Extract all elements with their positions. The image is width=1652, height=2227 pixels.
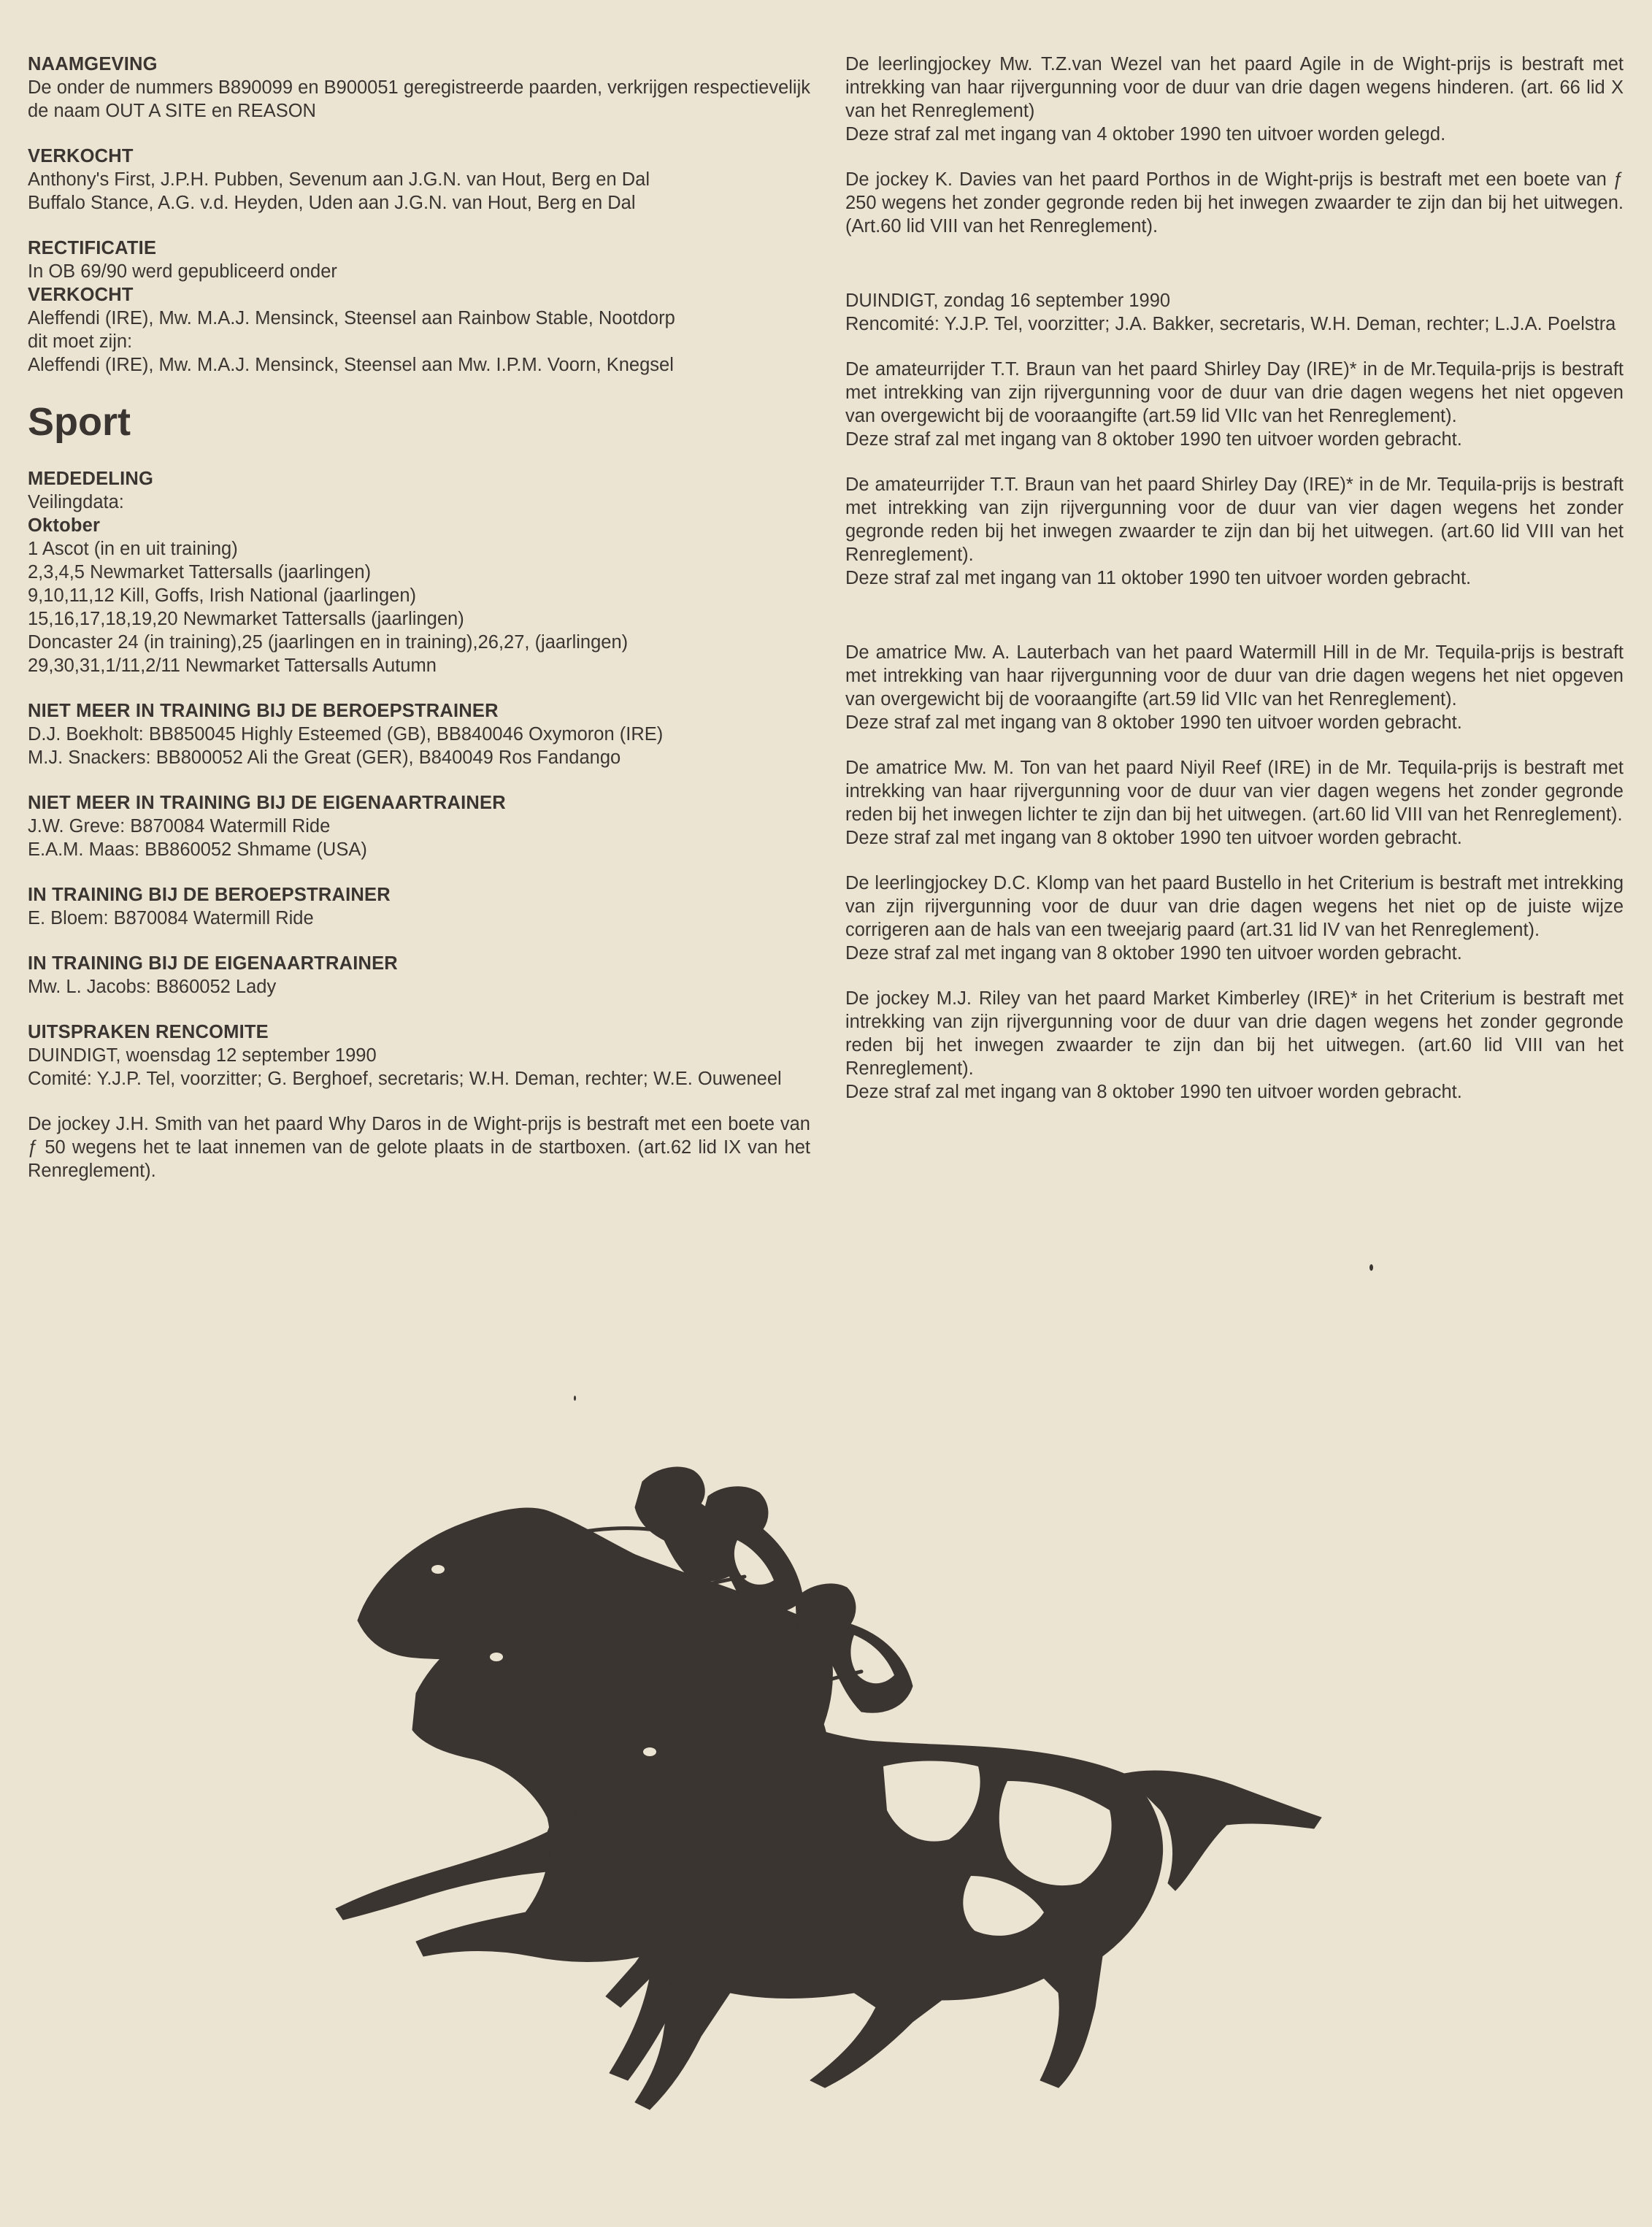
- ruling-text: De jockey K. Davies van het paard Porthos in de Wight-prijs is bestraft met een boete van ƒ 250 wegens het zonder gegronde reden bij het inwegen zwaarder te zijn dan bij het uitwegen. (Art.60 lid VIII van het Renreglement).: [845, 169, 1624, 236]
- rectificatie-line: Aleffendi (IRE), Mw. M.A.J. Mensinck, Steensel aan Mw. I.P.M. Voorn, Knegsel: [28, 355, 674, 375]
- ruling-effect: Deze straf zal met ingang van 8 oktober 1990 ten uitvoer worden gebracht.: [845, 429, 1462, 450]
- trainer-line: J.W. Greve: B870084 Watermill Ride: [28, 816, 331, 836]
- heading-rectificatie-verkocht: VERKOCHT: [28, 285, 134, 305]
- left-column: [28, 53, 810, 1204]
- racehorses-illustration-icon: [329, 1453, 1387, 2124]
- ruling-effect: Deze straf zal met ingang van 8 oktober 1990 ten uitvoer worden gebracht.: [845, 712, 1462, 733]
- ruling-klomp: [845, 872, 1624, 965]
- ruling-text: De jockey J.H. Smith van het paard Why Daros in de Wight-prijs is bestraft met een boete van ƒ 50 wegens het te laat innemen van de gelote plaats in de startboxen. (art.62 lid IX van het Renreglement).: [28, 1114, 810, 1181]
- heading-uitspraken-rencomite: UITSPRAKEN RENCOMITE: [28, 1022, 269, 1042]
- verkocht-line: Anthony's First, J.P.H. Pubben, Sevenum aan J.G.N. van Hout, Berg en Dal: [28, 169, 650, 190]
- mededeling-intro: Veilingdata:: [28, 492, 124, 512]
- section-niet-meer-beroepstrainer: [28, 699, 810, 769]
- horse-eye: [431, 1565, 445, 1574]
- horse-eye: [643, 1747, 656, 1756]
- section-uitspraken-rencomite: [28, 1020, 810, 1091]
- section-verkocht: [28, 145, 810, 215]
- mededeling-line: 15,16,17,18,19,20 Newmarket Tattersalls (jaarlingen): [28, 609, 464, 629]
- ruling-text: De amatrice Mw. A. Lauterbach van het paard Watermill Hill in de Mr. Tequila-prijs is bestraft met intrekking van haar rijvergunning voor de duur van drie dagen wegens het niet opgeven van overgewicht bij de vooraangifte (art.59 lid VIIc van het Renreglement).: [845, 642, 1624, 709]
- ruling-riley: [845, 987, 1624, 1104]
- ruling-effect: Deze straf zal met ingang van 8 oktober 1990 ten uitvoer worden gebracht.: [845, 943, 1462, 964]
- ruling-text: De amateurrijder T.T. Braun van het paard Shirley Day (IRE)* in de Mr.Tequila-prijs is bestraft met intrekking van zijn rijvergunning voor de duur van drie dagen wegens het niet opgeven van overgewicht bij de vooraangifte (art.59 lid VIIc van het Renreglement).: [845, 359, 1624, 426]
- meeting-16-september: [845, 289, 1624, 336]
- meeting-date: DUINDIGT, woensdag 12 september 1990: [28, 1045, 377, 1066]
- ruling-text: De amateurrijder T.T. Braun van het paard Shirley Day (IRE)* in de Mr. Tequila-prijs is bestraft met intrekking van zijn rijvergunning voor de duur van vier dagen wegens het zonder gegronde reden bij het inwegen zwaarder te zijn dan bij het uitwegen. (art.60 lid VIII van het Renreglement).: [845, 474, 1624, 565]
- ruling-effect: Deze straf zal met ingang van 11 oktober 1990 ten uitvoer worden gebracht.: [845, 568, 1472, 588]
- ruling-text: De leerlingjockey D.C. Klomp van het paard Bustello in het Criterium is bestraft met intrekking van zijn rijvergunning voor de duur van drie dagen wegens het niet op de juiste wijze corrigeren aan de hals van een tweejarig paard (art.31 lid IV van het Renreglement).: [845, 873, 1624, 940]
- heading-mededeling: MEDEDELING: [28, 469, 154, 489]
- ruling-effect: Deze straf zal met ingang van 8 oktober 1990 ten uitvoer worden gebracht.: [845, 1082, 1462, 1102]
- sport-title: Sport: [28, 400, 131, 444]
- meeting-date: DUINDIGT, zondag 16 september 1990: [845, 291, 1171, 311]
- naamgeving-text: De onder de nummers B890099 en B900051 geregistreerde paarden, verkrijgen respectievelijk de naam OUT A SITE en REASON: [28, 77, 810, 121]
- ruling-effect: Deze straf zal met ingang van 4 oktober 1990 ten uitvoer worden gelegd.: [845, 124, 1446, 145]
- mededeling-line: Doncaster 24 (in training),25 (jaarlingen en in training),26,27, (jaarlingen): [28, 632, 629, 653]
- heading-verkocht: VERKOCHT: [28, 146, 134, 166]
- section-niet-meer-eigenaartrainer: [28, 791, 810, 861]
- heading-rectificatie: RECTIFICATIE: [28, 238, 157, 258]
- ruling-davies: [845, 168, 1624, 238]
- meeting-comite: Comité: Y.J.P. Tel, voorzitter; G. Berghoef, secretaris; W.H. Deman, rechter; W.E. Ouweneel: [28, 1069, 782, 1089]
- trainer-line: Mw. L. Jacobs: B860052 Lady: [28, 977, 277, 997]
- trainer-line: E. Bloem: B870084 Watermill Ride: [28, 908, 314, 928]
- heading-in-training-eigenaartrainer: IN TRAINING BIJ DE EIGENAARTRAINER: [28, 953, 398, 974]
- ruling-lauterbach: [845, 641, 1624, 734]
- trainer-line: D.J. Boekholt: BB850045 Highly Esteemed (GB), BB840046 Oxymoron (IRE): [28, 724, 664, 745]
- section-in-training-beroepstrainer: [28, 883, 810, 930]
- section-in-training-eigenaartrainer: [28, 952, 810, 999]
- mededeling-line: 1 Ascot (in en uit training): [28, 539, 238, 559]
- verkocht-line: Buffalo Stance, A.G. v.d. Heyden, Uden aan J.G.N. van Hout, Berg en Dal: [28, 193, 636, 213]
- trainer-line: M.J. Snackers: BB800052 Ali the Great (GER), B840049 Ros Fandango: [28, 747, 621, 768]
- mededeling-month: Oktober: [28, 515, 101, 536]
- rectificatie-line: Aleffendi (IRE), Mw. M.A.J. Mensinck, Steensel aan Rainbow Stable, Nootdorp: [28, 308, 675, 328]
- right-column: [845, 53, 1624, 1126]
- ruling-effect: Deze straf zal met ingang van 8 oktober 1990 ten uitvoer worden gebracht.: [845, 828, 1462, 848]
- rectificatie-intro: In OB 69/90 werd gepubliceerd onder: [28, 261, 337, 282]
- ink-speck: [574, 1396, 576, 1401]
- section-mededeling: [28, 467, 810, 677]
- ruling-ton: [845, 756, 1624, 850]
- ruling-text: De leerlingjockey Mw. T.Z.van Wezel van het paard Agile in de Wight-prijs is bestraft met intrekking van haar rijvergunning voor de duur van drie dagen wegens hinderen. (art. 66 lid X van het Renreglement): [845, 54, 1624, 121]
- mededeling-line: 2,3,4,5 Newmarket Tattersalls (jaarlingen): [28, 562, 372, 582]
- horse-front-body: [569, 1701, 1163, 2109]
- trainer-line: E.A.M. Maas: BB860052 Shmame (USA): [28, 839, 367, 860]
- ink-speck: [1369, 1264, 1373, 1271]
- rectificatie-line: dit moet zijn:: [28, 331, 133, 352]
- mededeling-line: 29,30,31,1/11,2/11 Newmarket Tattersalls Autumn: [28, 655, 437, 676]
- meeting-comite: Rencomité: Y.J.P. Tel, voorzitter; J.A. Bakker, secretaris, W.H. Deman, rechter; L.J.A. Poelstra: [845, 314, 1616, 334]
- heading-in-training-beroepstrainer: IN TRAINING BIJ DE BEROEPSTRAINER: [28, 885, 391, 905]
- horse-eye: [490, 1653, 503, 1661]
- heading-niet-meer-beroepstrainer: NIET MEER IN TRAINING BIJ DE BEROEPSTRAINER: [28, 701, 499, 721]
- heading-niet-meer-eigenaartrainer: NIET MEER IN TRAINING BIJ DE EIGENAARTRAINER: [28, 793, 506, 813]
- mededeling-line: 9,10,11,12 Kill, Goffs, Irish National (jaarlingen): [28, 585, 417, 606]
- ruling-van-wezel: [845, 53, 1624, 146]
- ruling-text: De jockey M.J. Riley van het paard Market Kimberley (IRE)* in het Criterium is bestraft met intrekking van zijn rijvergunning voor de duur van drie dagen wegens het zonder gegronde reden bij het inwegen zwaarder te zijn dan bij het uitwegen. (art.60 lid VIII van het Renreglement).: [845, 988, 1624, 1079]
- ruling-smith: [28, 1112, 810, 1182]
- ruling-braun-2: [845, 473, 1624, 590]
- ruling-text: De amatrice Mw. M. Ton van het paard Niyil Reef (IRE) in de Mr. Tequila-prijs is bestraft met intrekking van haar rijvergunning voor de duur van vier dagen wegens het zonder gegronde reden bij het inwegen lichter te zijn dan bij het uitwegen. (art.60 lid VIII van het Renreglement).: [845, 758, 1624, 825]
- section-rectificatie: [28, 236, 810, 377]
- heading-naamgeving: NAAMGEVING: [28, 54, 158, 74]
- ruling-braun-1: [845, 358, 1624, 451]
- section-naamgeving: [28, 53, 810, 123]
